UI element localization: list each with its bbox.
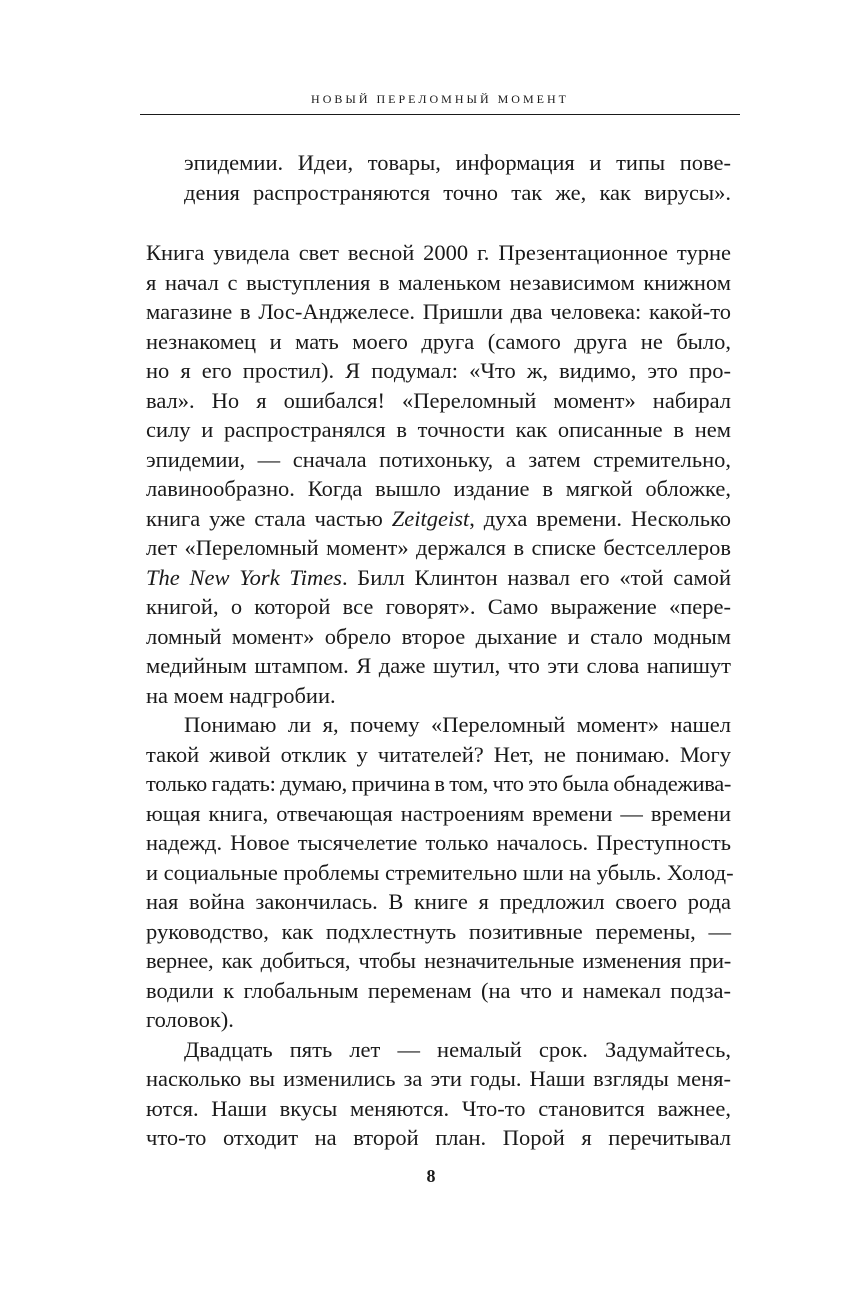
- text-line: только гадать: думаю, причина в том, что это была обнадежива-: [146, 771, 731, 796]
- text-line: надежд. Новое тысячелетие только началось. Преступность: [146, 830, 731, 855]
- text-line: ются. Наши вкусы меняются. Что-то становится важнее,: [146, 1095, 731, 1121]
- text-line: [146, 504, 731, 534]
- text-line: ная война закончилась. В книге я предложил своего рода: [146, 889, 731, 914]
- text-line: Книга увидела свет весной 2000 г. Презентационное турне: [146, 240, 731, 265]
- body-text: [146, 238, 734, 1153]
- text-line: [146, 563, 731, 593]
- text-line: вал». Но я ошибался! «Переломный момент» набирал: [146, 387, 731, 413]
- text-line: незнакомец и мать моего друга (самого друга не было,: [146, 328, 731, 354]
- text-run: книга уже стала частью: [146, 505, 392, 531]
- italic-title-nyt: The New York Times: [146, 564, 342, 590]
- text-line: головок).: [146, 1007, 234, 1032]
- text-line: руководство, как подхлестнуть позитивные перемены, —: [146, 918, 731, 944]
- text-line: ющая книга, отвечающая настроениям времени — времени: [146, 800, 731, 826]
- text-line: насколько вы изменились за эти годы. Наши взгляды меня-: [146, 1066, 731, 1091]
- running-head: НОВЫЙ ПЕРЕЛОМНЫЙ МОМЕНТ: [311, 92, 569, 106]
- page-number: 8: [426, 1166, 436, 1186]
- italic-term-zeitgeist: Zeitgeist: [391, 505, 470, 531]
- header-rule: [140, 114, 740, 115]
- text-line: водили к глобальным переменам (на что и намекал подза-: [146, 977, 731, 1003]
- text-line: Понимаю ли я, почему «Переломный момент» нашел: [184, 712, 731, 737]
- text-line: ломный момент» обрело второе дыхание и стало модным: [146, 623, 731, 649]
- text-line: эпидемии, — сначала потихоньку, а затем стремительно,: [146, 446, 731, 472]
- text-line: медийным штампом. Я даже шутил, что эти слова напишут: [146, 653, 731, 678]
- text-line: я начал с выступления в маленьком независимом книжном: [146, 269, 731, 295]
- text-line: лет «Переломный момент» держался в списке бестселлеров: [146, 535, 731, 560]
- text-line: такой живой отклик у читателей? Нет, не понимаю. Могу: [146, 741, 731, 767]
- text-line: магазине в Лос-Анджелесе. Пришли два человека: какой-то: [146, 299, 731, 324]
- text-line: но я его простил). Я подумал: «Что ж, видимо, это про-: [146, 358, 731, 383]
- text-run: , духа времени. Несколько: [469, 505, 732, 531]
- text-line: силу и распространялся в точности как описанные в нем: [146, 417, 731, 442]
- text-line: на моем надгробии.: [146, 682, 336, 708]
- text-line: эпидемии. Идеи, товары, информация и типы пове-: [184, 150, 731, 175]
- text-line: и социальные проблемы стремительно шли на убыль. Холод-: [146, 859, 734, 885]
- text-run: . Билл Клинтон назвал его «той самой: [341, 564, 731, 590]
- text-line: Двадцать пять лет — немалый срок. Задумайтесь,: [184, 1036, 731, 1062]
- quote-block: [184, 148, 731, 207]
- text-line: вернее, как добиться, чтобы незначительные изменения при-: [146, 948, 731, 973]
- text-line: книгой, о которой все говорят». Само выражение «пере-: [146, 594, 731, 619]
- text-line: лавинообразно. Когда вышло издание в мягкой обложке,: [146, 476, 731, 501]
- text-line: дения распространяются точно так же, как вирусы».: [184, 179, 731, 205]
- text-line: что-то отходит на второй план. Порой я перечитывал: [146, 1125, 731, 1150]
